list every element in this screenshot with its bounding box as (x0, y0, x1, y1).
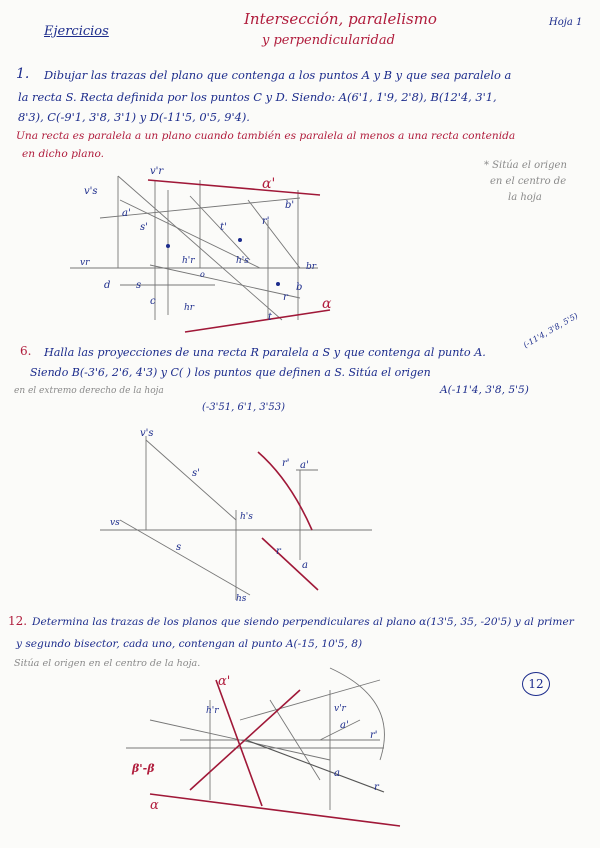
ex6-label-r1: r' (282, 458, 290, 469)
ex1-label-b1: b' (285, 200, 295, 211)
ex12-label-r1: r' (370, 730, 378, 741)
ex1-label-s: s (136, 280, 142, 291)
ex12-label-r: r (374, 782, 379, 793)
ex12-label-hr1: h'r (206, 706, 219, 716)
ex1-label-vr-bottom: vr (80, 258, 90, 268)
ex1-label-b: b (296, 282, 303, 293)
ex1-label-hr: hr (184, 303, 195, 313)
ex12-text-line3: Sitúa el origen en el centro de la hoja. (14, 658, 201, 669)
ex1-label-br: br (306, 262, 317, 272)
section-label: Ejercicios (44, 24, 109, 39)
ex1-label-o: o (200, 270, 205, 279)
ex6-label-s1: s' (192, 468, 200, 479)
ex12-label-beta: β'-β (132, 762, 155, 775)
ex1-label-c: c (150, 296, 156, 307)
ex1-label-r: r (283, 292, 288, 303)
ex1-note-line1: Una recta es paralela a un plano cuando también es paralela al menos a una recta contenida (16, 130, 516, 142)
ex1-label-t: t (268, 312, 273, 323)
ex6-label-vs: vs (110, 518, 120, 528)
ex6-coords-c: (-3'51, 6'1, 3'53) (202, 402, 286, 413)
ex1-label-vr-top: v'r (150, 166, 164, 177)
ex1-text-line2: la recta S. Recta definida por los puntos C y D. Siendo: A(6'1, 1'9, 2'8), B(12'4, 3'1, (18, 90, 497, 104)
ex12-label-vr1: v'r (334, 704, 346, 714)
ex12-text-line2: y segundo bisector, cada uno, contengan al punto A(-15, 10'5, 8) (16, 638, 363, 650)
ex12-number: 12. (8, 614, 28, 628)
ex12-label-a: a (334, 768, 340, 779)
ex1-label-a1: a' (122, 208, 131, 219)
ex12-text-line1: Determina las trazas de los planos que siendo perpendiculares al plano α(13'5, 35, -20'5) y al primer (32, 616, 574, 628)
ex1-label-hr1: h'r (182, 256, 195, 266)
ex12-label-alpha: α (150, 798, 159, 813)
ex1-number: 1. (16, 66, 30, 82)
ex6-label-a: a (302, 560, 308, 571)
ex12-circled-number: 12 (522, 672, 550, 696)
ex6-text-line3: en el extremo derecho de la hoja (14, 386, 164, 396)
ex1-label-r1: r' (262, 216, 270, 227)
ex6-label-r: r (276, 546, 281, 557)
ex1-label-vs1: v's (84, 186, 98, 197)
ex1-side-note-3: la hoja (508, 192, 542, 203)
page-title-line1: Intersección, paralelismo (244, 10, 437, 28)
ex12-label-a1: a' (340, 720, 349, 731)
ex6-text-line2: Siendo B(-3'6, 2'6, 4'3) y C( ) los puntos que definen a S. Sitúa el origen (30, 366, 431, 379)
page-title-line2: y perpendicularidad (262, 33, 395, 48)
ex1-text-line1: Dibujar las trazas del plano que contenga a los puntos A y B y que sea paralelo a (44, 68, 512, 82)
ex1-label-d: d (104, 280, 111, 291)
ex6-coords-extra: (-11'4, 3'8, 5'5) (521, 311, 580, 350)
ex1-label-s1: s' (140, 222, 148, 233)
ex1-label-alpha: α (322, 296, 332, 312)
ex12-label-alpha1: α' (218, 674, 231, 689)
ex1-side-note-2: en el centro de (490, 176, 567, 187)
ex6-text-line1: Halla las proyecciones de una recta R paralela a S y que contenga al punto A. (44, 346, 486, 359)
ex6-coords-a: A(-11'4, 3'8, 5'5) (440, 384, 529, 396)
ex6-label-a1: a' (300, 460, 309, 471)
ex6-label-vs1: v's (140, 428, 154, 439)
sheet-number: Hoja 1 (549, 17, 583, 28)
ex1-label-alpha1: α' (262, 176, 276, 192)
ex1-text-line3: 8'3), C(-9'1, 3'8, 3'1) y D(-11'5, 0'5, 9'4). (18, 110, 250, 124)
ex1-side-note-1: * Sitúa el origen (484, 160, 567, 171)
ex1-label-hs1: h's (236, 256, 249, 266)
ex1-note-line2: en dicho plano. (22, 148, 104, 160)
ex1-label-t1: t' (220, 222, 227, 233)
ex6-label-hs: hs (236, 594, 247, 604)
ex6-number: 6. (20, 344, 32, 358)
ex6-label-hs1: h's (240, 512, 253, 522)
ex6-label-s: s (176, 542, 182, 553)
